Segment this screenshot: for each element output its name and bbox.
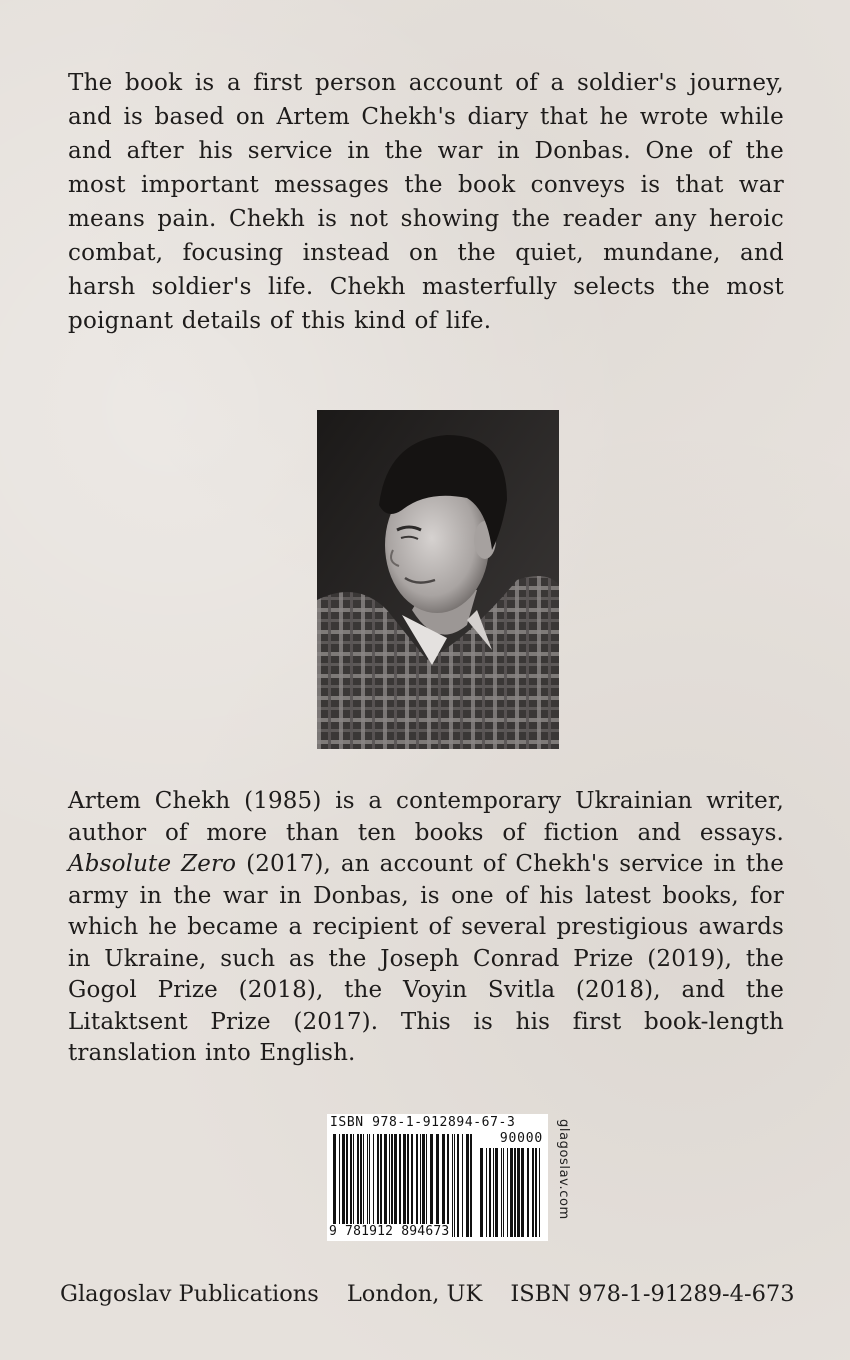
author-photo (317, 410, 559, 749)
author-bio-rest: (2017), an account of Chekh's service in the army in the war in Donbas, is one of his latest books, for which he became a recipient of several prestigious awards in Ukraine, such as the Joseph Conrad Prize (2019), the Gogol Prize (2018), the Voyin Svitla (2018), and the Litaktsent Prize (2017). This is his first book-length translation into English. (68, 851, 784, 1066)
barcode-isbn-label: ISBN 978-1-912894-67-3 (330, 1115, 516, 1130)
book-title: Absolute Zero (68, 851, 237, 877)
book-description: The book is a first person account of a soldier's journey, and is based on Artem Chekh's diary that he wrote while and after his service in the war in Donbas. One of the most important messages the book conveys is that war means pain. Chekh is not showing the reader any heroic combat, focusing instead on the quiet, mundane, and harsh soldier's life. Chekh masterfully selects the most poignant details of this kind of life. (68, 70, 784, 334)
footer-location: London, UK (346, 1281, 483, 1307)
barcode-bars (333, 1134, 473, 1237)
footer-isbn: ISBN 978-1-91289-4-673 (510, 1281, 795, 1307)
author-bio (68, 786, 784, 1070)
author-bio-intro: Artem Chekh (1985) is a contemporary Ukrainian writer, author of more than ten books of fiction and essays. (68, 788, 784, 846)
footer-publisher: Glagoslav Publications (60, 1281, 319, 1307)
barcode-price-code: 90000 (499, 1131, 543, 1146)
barcode-addon-bars (480, 1148, 542, 1237)
footer (60, 1281, 795, 1307)
barcode (327, 1114, 548, 1241)
publisher-url: glagoslav.com (556, 1119, 571, 1220)
barcode-ean-digits: 9 781912 894673 (329, 1224, 450, 1239)
